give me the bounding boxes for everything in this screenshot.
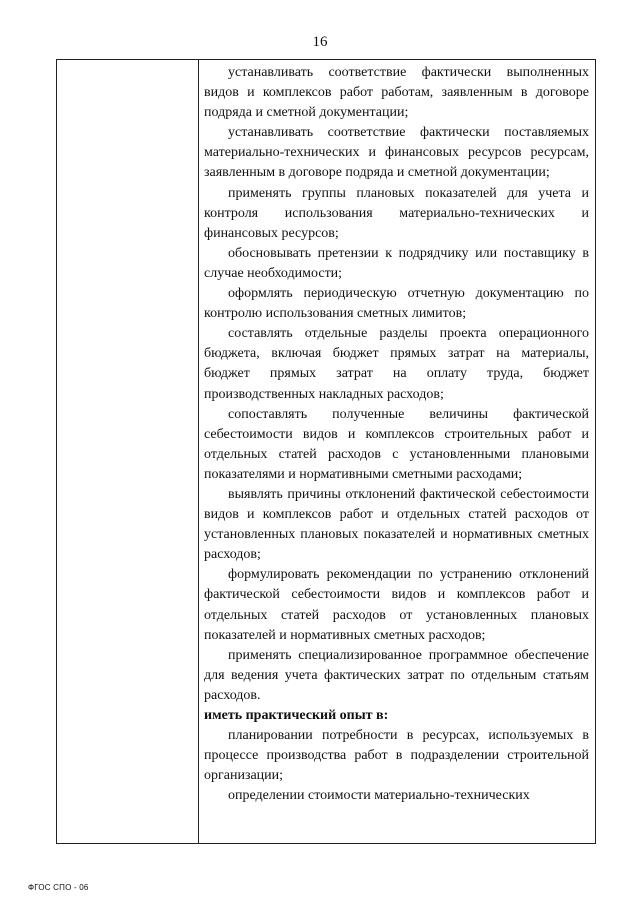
skill-item: устанавливать соответствие фактически выполненных видов и комплексов работ работам, заявленным в договоре подряда и сметной документации; [204, 65, 589, 121]
skill-item: оформлять периодическую отчетную документацию по контролю использования сметных лимитов; [204, 286, 589, 322]
content-table [56, 59, 596, 844]
skill-item: обосновывать претензии к подрядчику или поставщику в случае необходимости; [204, 245, 589, 281]
skill-item: применять группы плановых показателей для учета и контроля использования материально-технических и финансовых ресурсов; [204, 185, 589, 241]
table-left-column [57, 60, 199, 843]
skill-item: формулировать рекомендации по устранению отклонений фактической себестоимости видов и комплексов работ и отдельных статей расходов от установленных плановых показателей и нормативных сметных расходов; [204, 567, 589, 643]
section-heading: иметь практический опыт в: [204, 708, 389, 723]
table-right-column [199, 60, 595, 843]
skill-item: применять специализированное программное обеспечение для ведения учета фактических затрат по отдельным статьям расходов. [204, 647, 589, 703]
skill-item: выявлять причины отклонений фактической себестоимости видов и комплексов работ и отдельных статей расходов от установленных плановых показателей и нормативных сметных расходов; [204, 486, 589, 563]
skill-item: устанавливать соответствие фактически поставляемых материально-технических и финансовых ресурсов ресурсам, заявленным в договоре подряда и сметной документации; [204, 125, 589, 181]
experience-item: определении стоимости материально-технических [228, 788, 530, 804]
page-number: 16 [312, 34, 328, 50]
skill-item: сопоставлять полученные величины фактической себестоимости видов и комплексов строительных работ и отдельных статей расходов с установленными плановыми показателями и нормативными сметными расходами; [204, 406, 589, 482]
footer-code: ФГОС СПО - 06 [28, 883, 89, 892]
skill-item: составлять отдельные разделы проекта операционного бюджета, включая бюджет прямых затрат на материалы, бюджет прямых затрат на оплату труда, бюджет производственных накладных расходов; [204, 326, 589, 402]
experience-item: планировании потребности в ресурсах, используемых в процессе производства работ в подразделении строительной организации; [204, 728, 589, 784]
